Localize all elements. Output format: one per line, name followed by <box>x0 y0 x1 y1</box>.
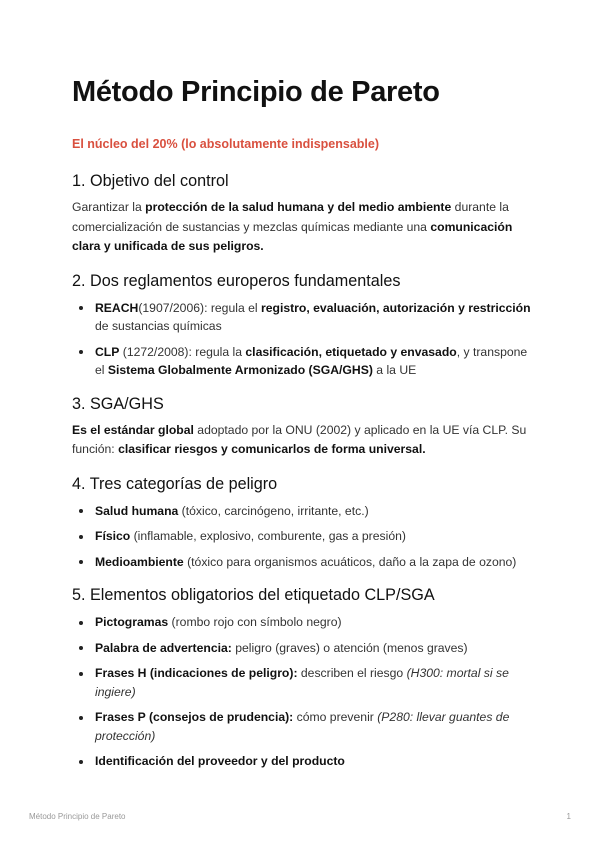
section-5-list <box>72 613 532 771</box>
section-1-paragraph: Garantizar la protección de la salud humana y del medio ambiente durante la comercialización de sustancias y mezclas químicas mediante una comunicación clara y unificada de sus peligros. <box>72 200 513 253</box>
list-item: REACH(1907/2006): regula el registro, evaluación, autorización y restricción de sustancias químicas <box>72 299 532 336</box>
list-item: CLP (1272/2008): regula la clasificación, etiquetado y envasado, y transpone el Sistema Globalmente Armonizado (SGA/GHS) a la UE <box>72 343 532 380</box>
page-number: 1 <box>566 812 571 821</box>
list-item: Frases H (indicaciones de peligro): describen el riesgo (H300: mortal si se ingiere) <box>72 664 532 701</box>
section-3-paragraph: Es el estándar global adoptado por la ONU (2002) y aplicado en la UE vía CLP. Su función: clasificar riesgos y comunicarlos de forma universal. <box>72 422 527 456</box>
list-item: Frases P (consejos de prudencia): cómo prevenir (P280: llevar guantes de protección) <box>72 708 532 745</box>
page-footer <box>29 812 571 821</box>
list-item: Físico (inflamable, explosivo, comburente, gas a presión) <box>72 527 532 546</box>
section-4-heading: 4. Tres categorías de peligro <box>72 474 278 493</box>
footer-title: Método Principio de Pareto <box>29 812 126 821</box>
section-1-heading: 1. Objetivo del control <box>72 172 229 190</box>
page-title: Método Principio de Pareto <box>72 76 440 108</box>
list-item: Palabra de advertencia: peligro (graves) o atención (menos graves) <box>72 639 532 658</box>
section-2-list <box>72 299 532 380</box>
document-page <box>72 74 532 771</box>
list-item: Salud humana (tóxico, carcinógeno, irritante, etc.) <box>72 502 532 521</box>
section-2-heading: 2. Dos reglamentos europeros fundamentales <box>72 271 401 290</box>
list-item: Identificación del proveedor y del producto <box>72 752 532 771</box>
section-5-heading: 5. Elementos obligatorios del etiquetado CLP/SGA <box>72 586 435 604</box>
section-4-list <box>72 502 532 572</box>
list-item: Pictogramas (rombo rojo con símbolo negro) <box>72 613 532 632</box>
subtitle: El núcleo del 20% (lo absolutamente indispensable) <box>72 137 380 151</box>
section-3-heading: 3. SGA/GHS <box>72 394 164 413</box>
list-item: Medioambiente (tóxico para organismos acuáticos, daño a la zapa de ozono) <box>72 553 532 572</box>
